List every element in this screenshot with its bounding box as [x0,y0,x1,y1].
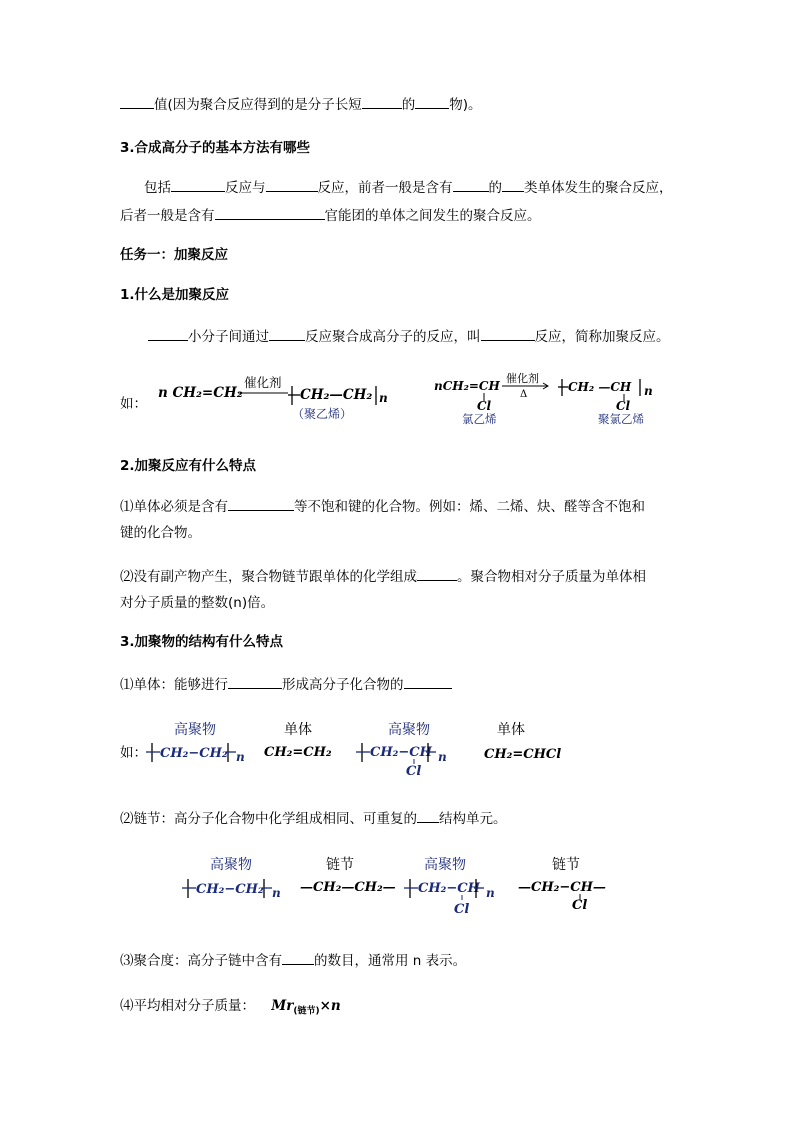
blank [215,205,325,220]
blank [171,177,225,192]
polymer-n: n [236,750,245,764]
blank [481,326,535,341]
para-fill-2: 包括 反应与 反应，前者一般是含有 的 类单体发生的聚合反应， [144,177,673,198]
header-polymer: 高聚物 [174,722,216,738]
chloro-substituent: Cl [616,399,631,413]
pvc-unit: CH₂ —CH [568,380,632,394]
blank [415,94,449,109]
heading-what: 1.什么是加聚反应 [120,287,230,303]
header-unit: 链节 [552,857,580,873]
example-prefix: 如： [120,396,147,412]
polymer-name: 聚氯乙烯 [598,412,644,426]
blank [148,326,188,341]
blank [502,177,524,192]
polymer-monomer-table [140,716,580,780]
ethylene-unit: —CH₂—CH₂— [300,880,396,895]
blank [266,177,318,192]
heading-feature: 2.加聚反应有什么特点 [120,458,257,474]
polymer-unit-table [176,852,636,918]
struct-2: ⑵链节：高分子化合物中化学组成相同、可重复的 结构单元。 [120,808,507,829]
header-monomer: 单体 [497,722,525,738]
task-heading: 任务一：加聚反应 [120,247,228,263]
monomer-name: 氯乙烯 [462,412,497,426]
blank [282,950,314,965]
vinyl-chloride-monomer: nCH₂=CH [434,379,500,393]
ethylene-monomer: n CH₂=CH₂ [158,385,243,401]
vinyl-chloride-unit: —CH₂−CH— [518,880,606,895]
para-fill-1: 值(因为聚合反应得到的是分子长短 的 物)。 [120,94,482,115]
blank [120,94,154,109]
blank [228,496,294,511]
blank [269,326,305,341]
feature-2-cont: 对分子质量的整数(n)倍。 [120,595,275,611]
feature-2: ⑵没有副产物产生，聚合物链节跟单体的化学组成 。聚合物相对分子质量为单体相 [120,566,646,587]
para-fill-4: 小分子间通过 反应聚合成高分子的反应，叫 反应，简称加聚反应。 [148,326,670,347]
feature-1: ⑴单体必须是含有 等不饱和键的化合物。例如：烯、二烯、炔、醛等含不饱和 [120,496,645,517]
header-polymer: 高聚物 [424,857,466,873]
polymer-n: n [379,391,388,405]
catalyst-label: 催化剂 [244,375,282,390]
chloro-substituent: Cl [454,902,470,917]
heading-method: 3.合成高分子的基本方法有哪些 [120,140,311,156]
polyethylene-unit: CH₂—CH₂ [300,387,373,403]
feature-1-cont: 键的化合物。 [120,525,201,541]
header-monomer: 单体 [284,722,312,738]
polyethylene-formula: CH₂−CH₂ [160,746,228,761]
blank [417,808,439,823]
polyethylene-name: （聚乙烯） [292,407,353,421]
struct-1: ⑴单体：能够进行 形成高分子化合物的 [120,674,452,695]
chloro-substituent: Cl [406,764,422,779]
polymer-n: n [272,886,281,900]
header-polymer: 高聚物 [210,857,252,873]
blank [362,94,402,109]
header-unit: 链节 [326,857,354,873]
polymer-n: n [486,886,495,900]
blank [417,566,457,581]
heading-struct: 3.加聚物的结构有什么特点 [120,634,284,650]
pvc-formula: CH₂−CH [370,745,432,760]
vinyl-chloride-formula: CH₂=CHCl [484,747,562,762]
mr-formula: $Mr_{(链节)}\times n$ [271,998,341,1017]
example-prefix: 如： [120,745,147,761]
reaction-equations [150,368,670,430]
ethylene-formula: CH₂=CH₂ [264,745,332,760]
blank [453,177,489,192]
polymer-n: n [644,384,653,398]
blank [228,674,282,689]
chloro-substituent: Cl [477,399,492,413]
para-fill-3: 后者一般是含有 官能团的单体之间发生的聚合反应。 [120,205,541,226]
struct-4: ⑷平均相对分子质量： $Mr_{(链节)}\times n$ [120,998,341,1017]
chloro-substituent: Cl [572,898,588,913]
pvc-formula: CH₂−CH [418,881,480,896]
polymer-n: n [438,750,447,764]
blank [404,674,452,689]
catalyst-label: 催化剂 [506,372,539,385]
polyethylene-formula: CH₂−CH₂ [196,882,264,897]
heat-symbol: Δ [520,389,528,400]
header-polymer: 高聚物 [388,722,430,738]
struct-3: ⑶聚合度：高分子链中含有 的数目，通常用 n 表示。 [120,950,466,971]
